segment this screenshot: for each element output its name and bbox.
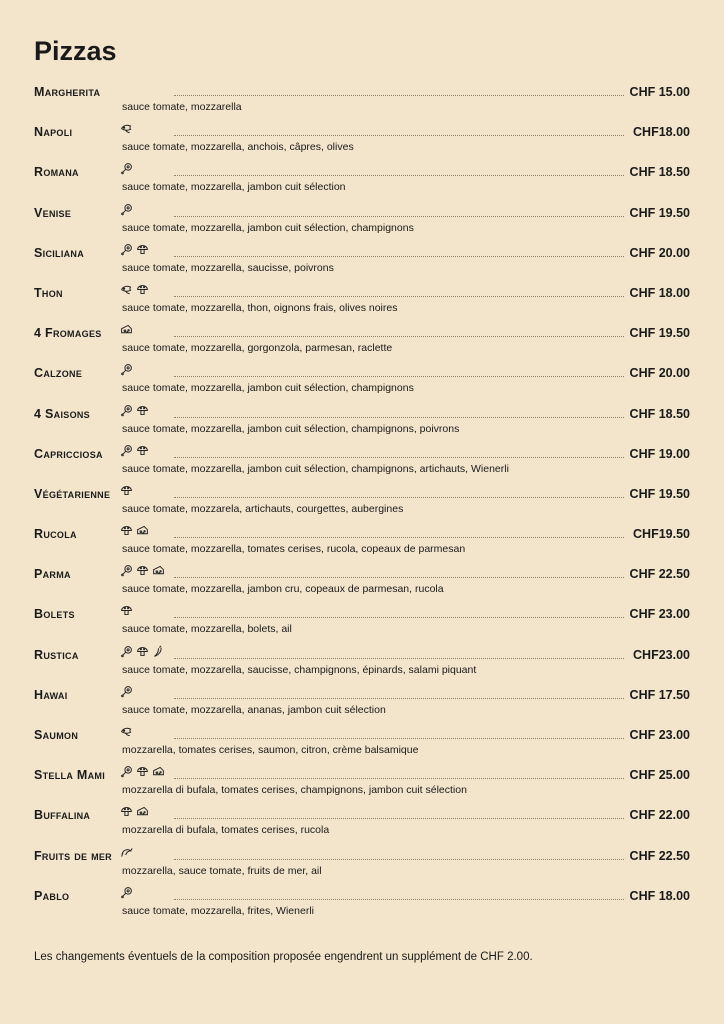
item-price: CHF 18.50: [629, 406, 690, 421]
menu-item: [34, 726, 690, 766]
item-icons: [120, 525, 149, 541]
item-icons: [120, 405, 149, 421]
dotted-leader: [174, 256, 624, 257]
dotted-leader: [174, 95, 624, 96]
item-name: Fruits de mer: [34, 848, 112, 863]
item-icons: [120, 445, 149, 461]
pepper-icon: [152, 645, 165, 663]
dotted-leader: [174, 336, 624, 337]
dotted-leader: [174, 778, 624, 779]
item-description: sauce tomate, mozzarella, saucisse, poivrons: [122, 261, 334, 274]
item-description: mozzarella, sauce tomate, fruits de mer, ail: [122, 864, 322, 877]
cheese-icon: [136, 805, 149, 823]
item-description: mozzarella di bufala, tomates cerises, rucola: [122, 824, 330, 837]
item-icons: [120, 847, 133, 863]
item-name: Rustica: [34, 647, 79, 662]
menu-item: [34, 244, 690, 284]
menu-item: [34, 766, 690, 806]
menu-item: [34, 485, 690, 525]
menu-item: [34, 565, 690, 605]
item-name: Buffalina: [34, 808, 91, 823]
cheese-icon: [120, 323, 133, 341]
fish-icon: [120, 283, 133, 301]
menu-item: [34, 204, 690, 244]
mushroom-icon: [136, 283, 149, 301]
ham-icon: [120, 243, 133, 261]
item-price: CHF 23.00: [629, 607, 690, 622]
item-icons: [120, 284, 149, 300]
menu-item: [34, 405, 690, 445]
mushroom-icon: [136, 765, 149, 783]
item-name: Stella Mami: [34, 768, 106, 783]
item-description: mozzarella di bufala, tomates cerises, champignons, jambon cuit sélection: [122, 784, 467, 797]
menu-item: [34, 445, 690, 485]
ham-icon: [120, 444, 133, 462]
item-description: sauce tomate, mozzarella, thon, oignons frais, olives noires: [122, 301, 398, 314]
item-icons: [120, 887, 133, 903]
mushroom-icon: [136, 243, 149, 261]
item-icons: [120, 565, 165, 581]
dotted-leader: [174, 738, 624, 739]
mushroom-icon: [136, 645, 149, 663]
item-price: CHF 23.00: [629, 728, 690, 742]
item-icons: [120, 646, 165, 662]
item-price: CHF 19.50: [629, 326, 690, 341]
ham-icon: [120, 203, 133, 221]
item-description: sauce tomate, mozzarella, tomates cerises, rucola, copeaux de parmesan: [122, 543, 466, 556]
item-icons: [120, 123, 133, 139]
dotted-leader: [174, 497, 624, 498]
menu-item: [34, 324, 690, 364]
menu-item: [34, 284, 690, 324]
item-name: Rucola: [34, 527, 77, 542]
ham-icon: [120, 886, 133, 904]
ham-icon: [120, 645, 133, 663]
menu-item: [34, 123, 690, 163]
dotted-leader: [174, 859, 624, 860]
item-description: sauce tomate, mozzarella, jambon cuit sélection, champignons, poivrons: [122, 422, 460, 435]
item-description: sauce tomate, mozzarella, ananas, jambon cuit sélection: [122, 703, 386, 716]
item-name: Thon: [34, 285, 63, 300]
item-name: Pablo: [34, 888, 70, 903]
mushroom-icon: [136, 404, 149, 422]
ham-icon: [120, 564, 133, 582]
menu-item: [34, 163, 690, 203]
shrimp-icon: [120, 846, 133, 864]
item-price: CHF 19.00: [629, 446, 690, 461]
item-name: Margherita: [34, 85, 101, 99]
item-price: CHF 20.00: [629, 245, 690, 260]
dotted-leader: [174, 617, 624, 618]
item-price: CHF23.00: [633, 647, 690, 662]
item-name: Siciliana: [34, 245, 85, 260]
menu-item: [34, 887, 690, 927]
footnote: Les changements éventuels de la composition proposée engendrent un supplément de CHF 2.00.: [34, 951, 533, 963]
mushroom-icon: [120, 604, 133, 622]
dotted-leader: [174, 899, 624, 900]
menu-item: [34, 525, 690, 565]
mushroom-icon: [136, 444, 149, 462]
item-name: Hawai: [34, 687, 68, 702]
item-name: Saumon: [34, 728, 79, 742]
dotted-leader: [174, 457, 624, 458]
item-name: Parma: [34, 567, 71, 582]
dotted-leader: [174, 417, 624, 418]
dotted-leader: [174, 216, 624, 217]
ham-icon: [120, 685, 133, 703]
item-price: CHF 22.00: [629, 808, 690, 823]
item-name: Napoli: [34, 125, 73, 140]
fish-icon: [120, 122, 133, 140]
menu-list: [34, 83, 690, 927]
item-icons: [120, 244, 149, 260]
mushroom-icon: [120, 805, 133, 823]
item-description: sauce tomate, mozzarella, anchois, câpres, olives: [122, 141, 354, 154]
menu-item: [34, 83, 690, 123]
item-price: CHF 18.00: [629, 888, 690, 903]
ham-icon: [120, 404, 133, 422]
item-price: CHF 25.00: [629, 768, 690, 783]
item-price: CHF 17.50: [629, 687, 690, 702]
item-description: sauce tomate, mozzarella, jambon cuit sélection, champignons: [122, 221, 414, 234]
menu-item: [34, 806, 690, 846]
item-description: sauce tomate, mozzarella, jambon cuit sélection, champignons, artichauts, Wienerli: [122, 462, 509, 475]
item-icons: [120, 806, 149, 822]
item-icons: [120, 364, 133, 380]
item-price: CHF 20.00: [629, 366, 690, 381]
item-name: Venise: [34, 205, 72, 220]
dotted-leader: [174, 658, 624, 659]
menu-item: [34, 605, 690, 645]
item-price: CHF 15.00: [629, 85, 690, 99]
menu-item: [34, 686, 690, 726]
cheese-icon: [152, 564, 165, 582]
menu-item: [34, 364, 690, 404]
item-description: sauce tomate, mozzarella, gorgonzola, parmesan, raclette: [122, 342, 393, 355]
dotted-leader: [174, 577, 624, 578]
item-icons: [120, 163, 133, 179]
item-icons: [120, 726, 133, 742]
dotted-leader: [174, 296, 624, 297]
dotted-leader: [174, 698, 624, 699]
mushroom-icon: [120, 524, 133, 542]
item-description: sauce tomate, mozzarella: [122, 101, 242, 113]
dotted-leader: [174, 135, 624, 136]
item-icons: [120, 204, 133, 220]
dotted-leader: [174, 175, 624, 176]
item-description: sauce tomate, mozzarella, jambon cuit sélection, champignons: [122, 382, 414, 395]
item-name: 4 Fromages: [34, 326, 102, 341]
mushroom-icon: [120, 484, 133, 502]
item-name: Romana: [34, 165, 79, 180]
item-name: Végétarienne: [34, 486, 111, 501]
item-description: mozzarella, tomates cerises, saumon, citron, crème balsamique: [122, 744, 419, 756]
item-price: CHF 19.50: [629, 486, 690, 501]
dotted-leader: [174, 818, 624, 819]
cheese-icon: [136, 524, 149, 542]
item-name: 4 Saisons: [34, 406, 90, 421]
item-description: sauce tomate, mozzarella, frites, Wienerli: [122, 904, 314, 917]
item-description: sauce tomate, mozzarella, bolets, ail: [122, 623, 292, 636]
cheese-icon: [152, 765, 165, 783]
dotted-leader: [174, 376, 624, 377]
item-name: Calzone: [34, 366, 83, 381]
item-icons: [120, 605, 133, 621]
item-description: sauce tomate, mozzarella, jambon cuit sélection: [122, 181, 346, 194]
item-icons: [120, 324, 133, 340]
ham-icon: [120, 765, 133, 783]
item-price: CHF 18.50: [629, 165, 690, 180]
item-icons: [120, 766, 165, 782]
item-description: sauce tomate, mozzarella, jambon cru, copeaux de parmesan, rucola: [122, 583, 444, 596]
item-price: CHF 22.50: [629, 567, 690, 582]
page-title: Pizzas: [34, 36, 117, 66]
item-name: Bolets: [34, 607, 75, 622]
mushroom-icon: [136, 564, 149, 582]
ham-icon: [120, 363, 133, 381]
item-price: CHF18.00: [633, 125, 690, 140]
menu-item: [34, 646, 690, 686]
dotted-leader: [174, 537, 624, 538]
item-price: CHF 22.50: [629, 848, 690, 863]
fish-icon: [120, 725, 133, 743]
item-description: sauce tomate, mozzarella, saucisse, champignons, épinards, salami piquant: [122, 663, 477, 676]
item-price: CHF 19.50: [629, 205, 690, 220]
item-description: sauce tomate, mozzarela, artichauts, courgettes, aubergines: [122, 502, 404, 515]
item-icons: [120, 485, 133, 501]
item-price: CHF 18.00: [629, 285, 690, 300]
ham-icon: [120, 162, 133, 180]
menu-item: [34, 847, 690, 887]
item-icons: [120, 686, 133, 702]
item-name: Capricciosa: [34, 446, 103, 461]
item-price: CHF19.50: [633, 527, 690, 542]
